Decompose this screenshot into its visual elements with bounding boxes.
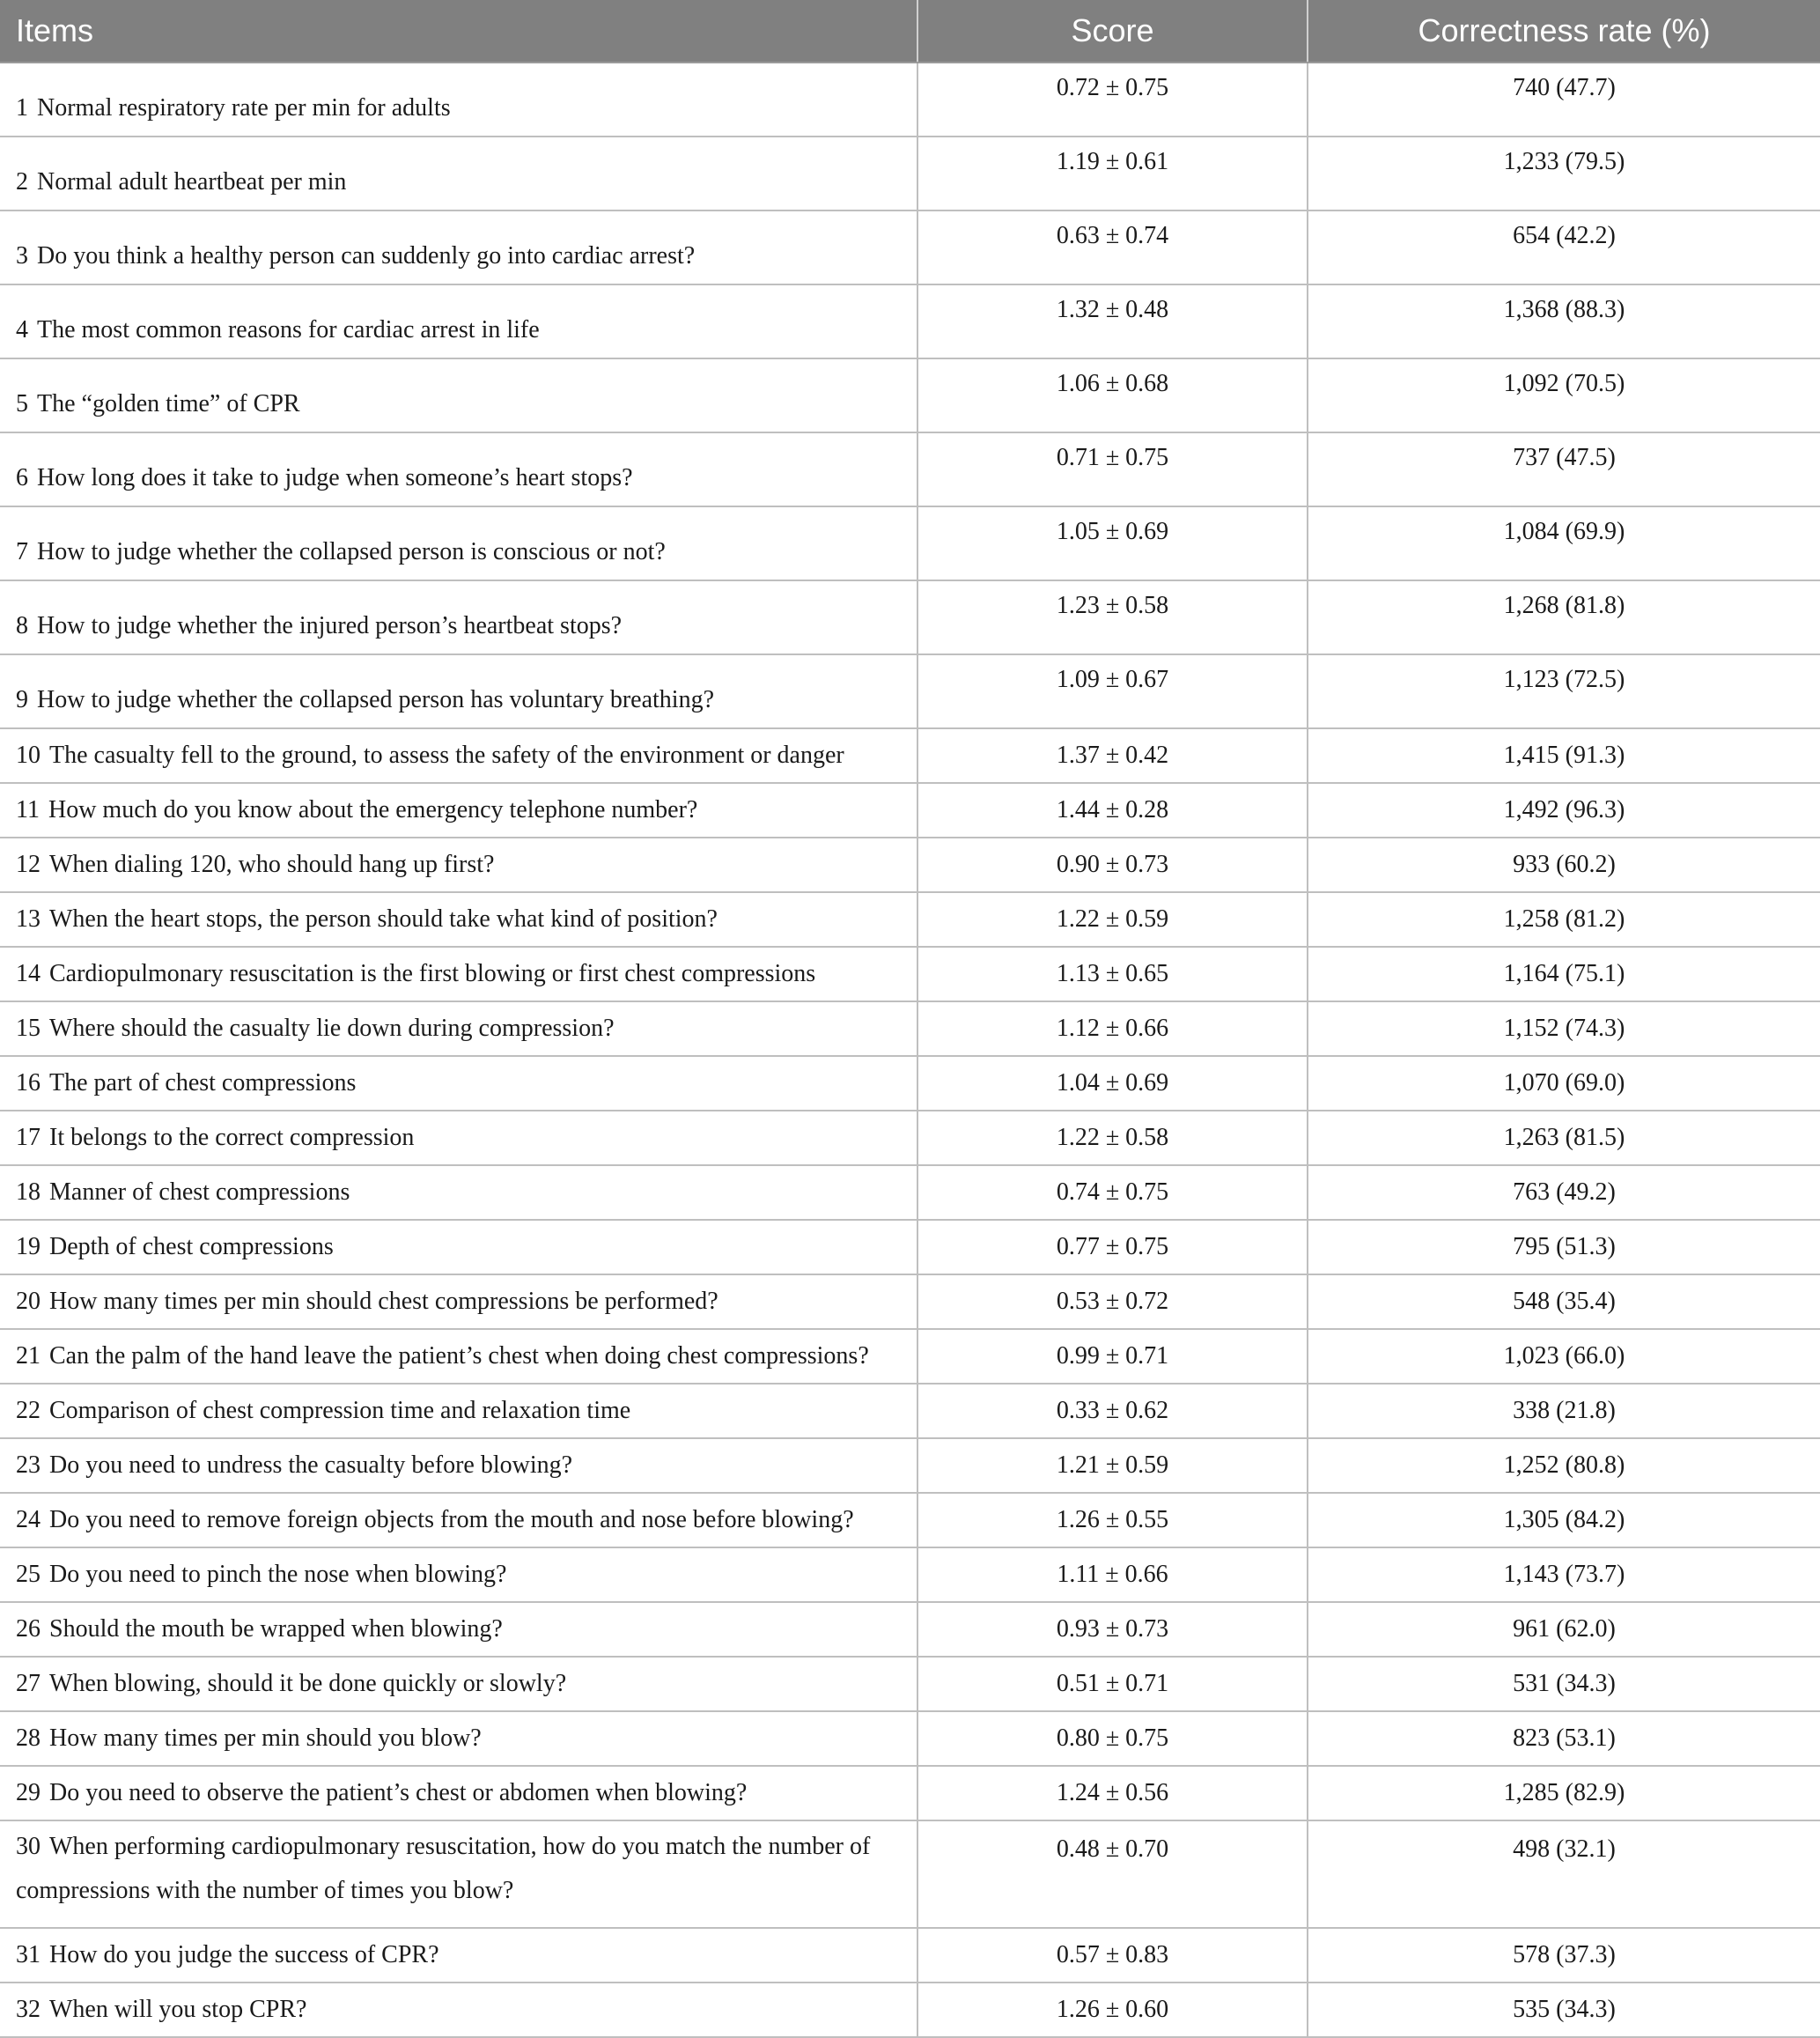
correctness-rate-cell: 578 (37.3) <box>1308 1928 1820 1983</box>
item-text: How many times per min should chest compressions be performed? <box>49 1288 718 1315</box>
item-number: 1 <box>16 94 28 122</box>
score-cell: 1.24 ± 0.56 <box>917 1766 1308 1820</box>
score-cell: 0.51 ± 0.71 <box>917 1657 1308 1711</box>
item-cell <box>0 284 917 358</box>
table-row <box>0 1056 1820 1111</box>
item-number: 5 <box>16 390 28 417</box>
table-row <box>0 210 1820 284</box>
item-cell <box>0 1928 917 1983</box>
score-cell: 0.48 ± 0.70 <box>917 1820 1308 1928</box>
correctness-rate-cell: 795 (51.3) <box>1308 1220 1820 1274</box>
score-cell: 0.71 ± 0.75 <box>917 432 1308 506</box>
score-cell: 0.57 ± 0.83 <box>917 1928 1308 1983</box>
correctness-rate-cell: 737 (47.5) <box>1308 432 1820 506</box>
item-number: 13 <box>16 905 41 933</box>
item-cell <box>0 1657 917 1711</box>
item-text: When will you stop CPR? <box>49 1996 307 2023</box>
table-row <box>0 1438 1820 1493</box>
table-row <box>0 284 1820 358</box>
item-text: How to judge whether the injured person’s heartbeat stops? <box>37 612 623 639</box>
item-number: 29 <box>16 1779 41 1806</box>
table-row <box>0 1493 1820 1547</box>
item-text: When the heart stops, the person should take what kind of position? <box>49 905 718 933</box>
item-number: 20 <box>16 1288 41 1315</box>
item-cell <box>0 1001 917 1056</box>
item-number: 19 <box>16 1233 41 1260</box>
correctness-rate-cell: 548 (35.4) <box>1308 1274 1820 1329</box>
item-number: 24 <box>16 1506 41 1533</box>
item-cell <box>0 1111 917 1165</box>
item-number: 28 <box>16 1724 41 1752</box>
item-text: Do you need to remove foreign objects from the mouth and nose before blowing? <box>49 1506 854 1533</box>
correctness-rate-cell: 1,368 (88.3) <box>1308 284 1820 358</box>
item-cell <box>0 63 917 137</box>
item-number: 22 <box>16 1397 41 1424</box>
item-text: Can the palm of the hand leave the patient’s chest when doing chest compressions? <box>49 1342 869 1370</box>
table-row <box>0 1983 1820 2037</box>
score-cell: 1.26 ± 0.60 <box>917 1983 1308 2037</box>
score-cell: 1.13 ± 0.65 <box>917 947 1308 1001</box>
item-cell <box>0 1438 917 1493</box>
item-text: Cardiopulmonary resuscitation is the first blowing or first chest compressions <box>49 960 816 987</box>
score-cell: 1.23 ± 0.58 <box>917 580 1308 654</box>
correctness-rate-cell: 1,263 (81.5) <box>1308 1111 1820 1165</box>
item-text: Where should the casualty lie down during compression? <box>49 1015 615 1042</box>
score-cell: 1.22 ± 0.58 <box>917 1111 1308 1165</box>
item-cell <box>0 1384 917 1438</box>
table-row <box>0 506 1820 580</box>
header-score: Score <box>917 0 1308 63</box>
item-text: Comparison of chest compression time and relaxation time <box>49 1397 631 1424</box>
item-number: 15 <box>16 1015 41 1042</box>
table-row <box>0 1657 1820 1711</box>
correctness-rate-cell: 961 (62.0) <box>1308 1602 1820 1657</box>
correctness-rate-cell: 1,143 (73.7) <box>1308 1547 1820 1602</box>
table-row <box>0 1384 1820 1438</box>
item-number: 11 <box>16 796 40 823</box>
table-row <box>0 1928 1820 1983</box>
table-row <box>0 1220 1820 1274</box>
table-row <box>0 1711 1820 1766</box>
header-items: Items <box>0 0 917 63</box>
item-number: 30 <box>16 1833 41 1860</box>
item-cell <box>0 1711 917 1766</box>
item-text: When dialing 120, who should hang up first? <box>49 851 495 878</box>
correctness-rate-cell: 654 (42.2) <box>1308 210 1820 284</box>
table-row <box>0 1111 1820 1165</box>
table-row <box>0 1165 1820 1220</box>
item-number: 25 <box>16 1561 41 1588</box>
item-text: How much do you know about the emergency telephone number? <box>48 796 698 823</box>
score-cell: 1.05 ± 0.69 <box>917 506 1308 580</box>
item-number: 27 <box>16 1670 41 1697</box>
item-number: 10 <box>16 742 41 769</box>
item-cell <box>0 1329 917 1384</box>
item-number: 32 <box>16 1996 41 2023</box>
item-text: How to judge whether the collapsed person is conscious or not? <box>37 538 666 565</box>
item-text: How long does it take to judge when someone’s heart stops? <box>37 464 633 491</box>
score-cell: 1.37 ± 0.42 <box>917 728 1308 783</box>
item-number: 4 <box>16 316 28 343</box>
item-number: 31 <box>16 1941 41 1968</box>
score-cell: 1.19 ± 0.61 <box>917 137 1308 210</box>
correctness-rate-cell: 1,084 (69.9) <box>1308 506 1820 580</box>
item-number: 7 <box>16 538 28 565</box>
item-number: 12 <box>16 851 41 878</box>
item-number: 26 <box>16 1615 41 1643</box>
item-text: How do you judge the success of CPR? <box>49 1941 439 1968</box>
table-row <box>0 1329 1820 1384</box>
correctness-rate-cell: 498 (32.1) <box>1308 1820 1820 1928</box>
item-text: The “golden time” of CPR <box>37 390 300 417</box>
table-row <box>0 892 1820 947</box>
table-row <box>0 838 1820 892</box>
correctness-rate-cell: 1,415 (91.3) <box>1308 728 1820 783</box>
item-text: When performing cardiopulmonary resuscitation, how do you match the number of compressions with the number of times you blow? <box>16 1833 871 1904</box>
table-row <box>0 1547 1820 1602</box>
item-cell <box>0 1165 917 1220</box>
table-row <box>0 1766 1820 1820</box>
item-text: The casualty fell to the ground, to assess the safety of the environment or danger <box>49 742 844 769</box>
score-cell: 0.93 ± 0.73 <box>917 1602 1308 1657</box>
correctness-rate-cell: 1,258 (81.2) <box>1308 892 1820 947</box>
item-cell <box>0 947 917 1001</box>
table-row <box>0 947 1820 1001</box>
item-number: 2 <box>16 168 28 196</box>
correctness-rate-cell: 740 (47.7) <box>1308 63 1820 137</box>
correctness-rate-cell: 1,233 (79.5) <box>1308 137 1820 210</box>
item-cell <box>0 358 917 432</box>
score-cell: 1.22 ± 0.59 <box>917 892 1308 947</box>
score-cell: 1.11 ± 0.66 <box>917 1547 1308 1602</box>
correctness-rate-cell: 535 (34.3) <box>1308 1983 1820 2037</box>
item-cell <box>0 432 917 506</box>
item-cell <box>0 137 917 210</box>
table-row <box>0 654 1820 728</box>
correctness-rate-cell: 1,123 (72.5) <box>1308 654 1820 728</box>
item-cell <box>0 838 917 892</box>
item-cell <box>0 210 917 284</box>
table-row <box>0 63 1820 137</box>
table-row <box>0 358 1820 432</box>
table-row <box>0 728 1820 783</box>
item-cell <box>0 728 917 783</box>
item-cell <box>0 1274 917 1329</box>
item-text: Depth of chest compressions <box>49 1233 334 1260</box>
correctness-rate-cell: 933 (60.2) <box>1308 838 1820 892</box>
item-number: 17 <box>16 1124 41 1151</box>
correctness-rate-cell: 1,305 (84.2) <box>1308 1493 1820 1547</box>
table-row <box>0 1602 1820 1657</box>
item-cell <box>0 783 917 838</box>
correctness-rate-cell: 1,092 (70.5) <box>1308 358 1820 432</box>
item-text: Manner of chest compressions <box>49 1178 350 1206</box>
score-cell: 0.33 ± 0.62 <box>917 1384 1308 1438</box>
correctness-rate-cell: 1,268 (81.8) <box>1308 580 1820 654</box>
score-cell: 0.53 ± 0.72 <box>917 1274 1308 1329</box>
score-cell: 0.63 ± 0.74 <box>917 210 1308 284</box>
score-cell: 1.44 ± 0.28 <box>917 783 1308 838</box>
item-number: 8 <box>16 612 28 639</box>
item-text: When blowing, should it be done quickly or slowly? <box>49 1670 567 1697</box>
item-cell <box>0 580 917 654</box>
score-cell: 1.04 ± 0.69 <box>917 1056 1308 1111</box>
item-cell <box>0 1547 917 1602</box>
item-cell <box>0 506 917 580</box>
table-row <box>0 1001 1820 1056</box>
correctness-rate-cell: 763 (49.2) <box>1308 1165 1820 1220</box>
item-cell <box>0 1056 917 1111</box>
table-row <box>0 1820 1820 1928</box>
item-text: The most common reasons for cardiac arrest in life <box>37 316 540 343</box>
table-row <box>0 1274 1820 1329</box>
item-cell <box>0 1220 917 1274</box>
item-cell <box>0 1983 917 2037</box>
item-text: Should the mouth be wrapped when blowing? <box>49 1615 503 1643</box>
correctness-rate-cell: 1,023 (66.0) <box>1308 1329 1820 1384</box>
item-text: How to judge whether the collapsed person has voluntary breathing? <box>37 686 715 713</box>
score-cell: 1.26 ± 0.55 <box>917 1493 1308 1547</box>
correctness-rate-cell: 1,152 (74.3) <box>1308 1001 1820 1056</box>
item-text: It belongs to the correct compression <box>49 1124 415 1151</box>
score-cell: 1.12 ± 0.66 <box>917 1001 1308 1056</box>
item-number: 23 <box>16 1451 41 1479</box>
correctness-rate-cell: 1,252 (80.8) <box>1308 1438 1820 1493</box>
correctness-rate-cell: 823 (53.1) <box>1308 1711 1820 1766</box>
correctness-rate-cell: 1,164 (75.1) <box>1308 947 1820 1001</box>
table-row <box>0 783 1820 838</box>
correctness-rate-cell: 1,492 (96.3) <box>1308 783 1820 838</box>
table-body <box>0 63 1820 2037</box>
score-cell: 1.09 ± 0.67 <box>917 654 1308 728</box>
item-number: 14 <box>16 960 41 987</box>
item-number: 16 <box>16 1069 41 1097</box>
table-row <box>0 580 1820 654</box>
item-cell <box>0 892 917 947</box>
score-cell: 1.32 ± 0.48 <box>917 284 1308 358</box>
item-text: Normal adult heartbeat per min <box>37 168 347 196</box>
item-text: Do you need to observe the patient’s chest or abdomen when blowing? <box>49 1779 748 1806</box>
item-text: Do you need to pinch the nose when blowing? <box>49 1561 507 1588</box>
item-cell <box>0 1820 917 1928</box>
correctness-rate-cell: 531 (34.3) <box>1308 1657 1820 1711</box>
item-text: Do you need to undress the casualty before blowing? <box>49 1451 573 1479</box>
score-cell: 0.99 ± 0.71 <box>917 1329 1308 1384</box>
correctness-rate-cell: 338 (21.8) <box>1308 1384 1820 1438</box>
item-text: Normal respiratory rate per min for adults <box>37 94 451 122</box>
table-row <box>0 137 1820 210</box>
item-text: The part of chest compressions <box>49 1069 357 1097</box>
header-correctness-rate: Correctness rate (%) <box>1308 0 1820 63</box>
table-row <box>0 432 1820 506</box>
score-cell: 0.80 ± 0.75 <box>917 1711 1308 1766</box>
item-text: Do you think a healthy person can suddenly go into cardiac arrest? <box>37 242 696 270</box>
item-text: How many times per min should you blow? <box>49 1724 482 1752</box>
item-number: 6 <box>16 464 28 491</box>
score-cell: 0.72 ± 0.75 <box>917 63 1308 137</box>
score-cell: 0.74 ± 0.75 <box>917 1165 1308 1220</box>
table-header <box>0 0 1820 63</box>
score-cell: 1.06 ± 0.68 <box>917 358 1308 432</box>
score-cell: 1.21 ± 0.59 <box>917 1438 1308 1493</box>
item-number: 3 <box>16 242 28 270</box>
correctness-rate-cell: 1,070 (69.0) <box>1308 1056 1820 1111</box>
item-number: 9 <box>16 686 28 713</box>
item-cell <box>0 654 917 728</box>
score-cell: 0.77 ± 0.75 <box>917 1220 1308 1274</box>
correctness-rate-cell: 1,285 (82.9) <box>1308 1766 1820 1820</box>
item-cell <box>0 1493 917 1547</box>
item-cell <box>0 1602 917 1657</box>
item-number: 18 <box>16 1178 41 1206</box>
item-number: 21 <box>16 1342 41 1370</box>
score-cell: 0.90 ± 0.73 <box>917 838 1308 892</box>
item-cell <box>0 1766 917 1820</box>
